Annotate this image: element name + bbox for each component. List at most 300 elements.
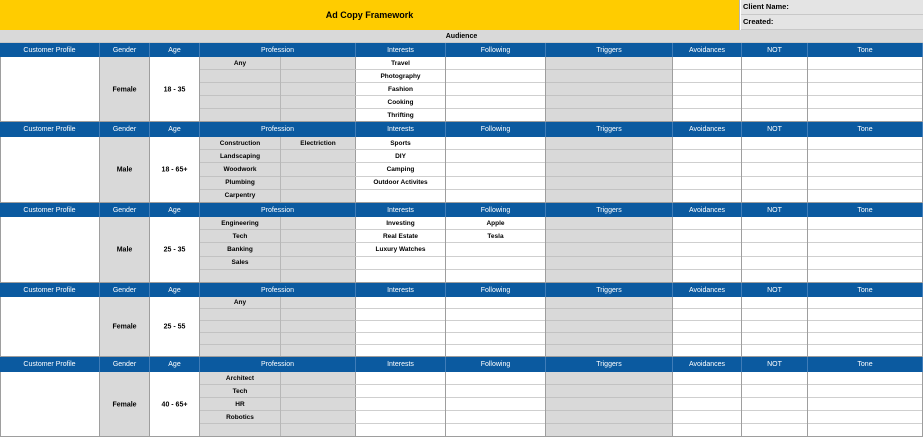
tone-cell[interactable] [808,70,922,83]
header-row [0,43,923,57]
profile-block [0,297,923,357]
triggers-cell[interactable] [546,257,672,270]
profession-secondary [280,57,356,122]
column-header-age: Age [150,122,200,137]
column-header-triggers: Triggers [546,203,673,217]
profession-secondary [280,217,356,283]
not-cell[interactable] [742,96,807,109]
triggers-cell[interactable] [546,190,672,203]
tone-cell[interactable] [808,372,922,385]
triggers-cell[interactable] [546,83,672,96]
profession-cell[interactable] [280,163,356,176]
not-cell[interactable] [742,309,807,321]
age-column[interactable] [150,372,200,437]
triggers-cell[interactable] [546,217,672,230]
profession-cell[interactable] [280,309,356,321]
column-header-triggers: Triggers [546,357,673,372]
customer-profile-cell[interactable] [0,137,100,203]
avoidances-cell[interactable] [673,309,741,321]
profession-cell[interactable]: HR [200,398,280,411]
not-cell[interactable] [742,333,807,345]
avoidances-cell[interactable] [673,163,741,176]
profession-cell[interactable] [280,257,356,270]
profession-cell[interactable] [280,230,356,243]
interests-cell[interactable] [356,309,445,321]
following-cell[interactable] [446,70,545,83]
triggers-cell[interactable] [546,309,672,321]
interests-cell[interactable] [356,372,445,385]
gender-value: Female [112,401,137,408]
interests-cell[interactable]: Thrifting [356,109,445,122]
interests-cell[interactable] [356,297,445,309]
column-header-interests: Interests [356,283,446,297]
column-header-not: NOT [742,203,808,217]
not-cell[interactable] [742,83,807,96]
profession-secondary [280,372,356,437]
avoidances-column [673,217,742,283]
not-cell[interactable] [742,190,807,203]
following-cell[interactable] [446,57,545,70]
gender-value: Female [112,323,137,331]
interests-cell[interactable] [356,270,445,283]
profession-cell[interactable]: Any [200,57,280,70]
profession-divider [280,57,281,122]
profession-secondary [280,297,356,357]
tone-cell[interactable] [808,309,922,321]
following-cell[interactable] [446,96,545,109]
interests-cell[interactable] [356,190,445,203]
following-cell[interactable]: Tesla [446,230,545,243]
not-cell[interactable] [742,163,807,176]
column-header-not: NOT [742,357,808,372]
tone-cell[interactable] [808,190,922,203]
profession-cell[interactable] [280,398,356,411]
column-header-gender: Gender [100,203,150,217]
gender-column[interactable] [100,297,150,357]
triggers-cell[interactable] [546,385,672,398]
profession-cell[interactable]: Banking [200,243,280,256]
avoidances-cell[interactable] [673,333,741,345]
following-cell[interactable] [446,398,545,411]
profession-cell[interactable] [280,177,356,190]
interests-cell[interactable]: Travel [356,57,445,70]
following-cell[interactable] [446,270,545,283]
column-header-following: Following [446,283,546,297]
header-row [0,203,923,217]
profile-block [0,137,923,203]
audience-label: Audience [0,30,923,43]
tone-column [808,372,923,437]
avoidances-cell[interactable] [673,83,741,96]
tone-cell[interactable] [808,137,922,150]
profession-divider [280,297,281,357]
not-cell[interactable] [742,257,807,270]
interests-cell[interactable]: Outdoor Activites [356,177,445,190]
column-header-age: Age [150,203,200,217]
profession-cell[interactable] [200,70,280,83]
not-cell[interactable] [742,385,807,398]
triggers-cell[interactable] [546,70,672,83]
not-cell[interactable] [742,270,807,283]
column-header-profession: Profession [200,357,356,372]
column-header-avoidances: Avoidances [673,283,742,297]
profession-cell[interactable]: Construction [200,137,280,150]
profession-cell[interactable] [280,217,356,230]
interests-cell[interactable]: Sports [356,137,445,150]
following-cell[interactable] [446,150,545,163]
not-cell[interactable] [742,150,807,163]
following-cell[interactable] [446,137,545,150]
profession-cell[interactable]: Any [200,297,280,309]
profession-cell[interactable] [280,96,356,109]
profession-cell[interactable] [280,243,356,256]
profession-cell[interactable] [280,270,356,283]
interests-column [356,137,446,203]
interests-cell[interactable] [356,411,445,424]
profession-cell[interactable]: Carpentry [200,190,280,203]
tone-cell[interactable] [808,57,922,70]
column-header-profession: Profession [200,283,356,297]
profession-cell[interactable] [280,83,356,96]
interests-column [356,372,446,437]
age-value: 18 - 65+ [161,166,188,174]
column-header-interests: Interests [356,357,446,372]
gender-value: Female [112,86,137,93]
interests-cell[interactable]: Cooking [356,96,445,109]
column-header-tone: Tone [808,357,923,372]
customer-profile-cell[interactable] [0,297,100,357]
avoidances-cell[interactable] [673,411,741,424]
interests-cell[interactable]: DIY [356,150,445,163]
profession-cell[interactable] [280,297,356,309]
profession-cell[interactable] [200,333,280,345]
following-column [446,372,546,437]
triggers-cell[interactable] [546,57,672,70]
gender-column[interactable] [100,57,150,122]
triggers-column [546,57,673,122]
not-cell[interactable] [742,177,807,190]
not-cell[interactable] [742,321,807,333]
profession-cell[interactable]: Architect [200,372,280,385]
avoidances-cell[interactable] [673,177,741,190]
following-cell[interactable] [446,190,545,203]
avoidances-cell[interactable] [673,137,741,150]
column-header-following: Following [446,122,546,137]
tone-cell[interactable] [808,257,922,270]
profession-cell[interactable] [200,270,280,283]
column-header-age: Age [150,283,200,297]
column-header-gender: Gender [100,122,150,137]
customer-profile-cell[interactable] [0,57,100,122]
profession-cell[interactable]: Electriction [280,137,356,150]
profile-block [0,57,923,122]
header-row [0,357,923,372]
tone-cell[interactable] [808,385,922,398]
column-header-profile: Customer Profile [0,122,100,137]
following-cell[interactable] [446,333,545,345]
following-cell[interactable] [446,243,545,256]
profession-cell[interactable]: Robotics [200,411,280,424]
tone-cell[interactable] [808,411,922,424]
profession-cell[interactable] [280,385,356,398]
triggers-column [546,217,673,283]
column-header-profession: Profession [200,43,356,57]
following-column [446,217,546,283]
age-column[interactable] [150,137,200,203]
column-header-not: NOT [742,283,808,297]
tone-cell[interactable] [808,398,922,411]
triggers-cell[interactable] [546,411,672,424]
profession-cell[interactable] [280,411,356,424]
following-cell[interactable] [446,309,545,321]
age-value: 25 - 55 [163,323,186,331]
profile-block [0,372,923,437]
column-header-gender: Gender [100,283,150,297]
profession-cell[interactable] [280,372,356,385]
avoidances-cell[interactable] [673,150,741,163]
column-header-avoidances: Avoidances [673,203,742,217]
tone-cell[interactable] [808,150,922,163]
interests-cell[interactable] [356,333,445,345]
header-row [0,122,923,137]
column-header-avoidances: Avoidances [673,357,742,372]
client-name-label[interactable]: Client Name: [741,0,923,15]
gender-column[interactable] [100,217,150,283]
tone-cell[interactable] [808,333,922,345]
profession-cell[interactable] [280,333,356,345]
tone-cell[interactable] [808,270,922,283]
triggers-cell[interactable] [546,150,672,163]
column-header-gender: Gender [100,43,150,57]
triggers-cell[interactable] [546,137,672,150]
created-label[interactable]: Created: [741,15,923,30]
column-header-tone: Tone [808,203,923,217]
avoidances-cell[interactable] [673,385,741,398]
avoidances-cell[interactable] [673,297,741,309]
column-header-following: Following [446,43,546,57]
not-cell[interactable] [742,243,807,256]
following-cell[interactable] [446,372,545,385]
not-column [742,217,808,283]
triggers-cell[interactable] [546,297,672,309]
avoidances-cell[interactable] [673,243,741,256]
triggers-cell[interactable] [546,96,672,109]
avoidances-cell[interactable] [673,96,741,109]
gender-value: Male [116,166,133,174]
tone-cell[interactable] [808,96,922,109]
tone-cell[interactable] [808,297,922,309]
tone-cell[interactable] [808,163,922,176]
avoidances-cell[interactable] [673,217,741,230]
column-header-tone: Tone [808,283,923,297]
interests-cell[interactable]: Investing [356,217,445,230]
avoidances-cell[interactable] [673,372,741,385]
avoidances-cell[interactable] [673,270,741,283]
avoidances-column [673,297,742,357]
gender-column[interactable] [100,137,150,203]
profession-column [200,57,356,122]
tone-cell[interactable] [808,177,922,190]
profession-cell[interactable] [280,321,356,333]
gender-column[interactable] [100,372,150,437]
profession-primary [200,217,280,283]
profession-divider [280,372,281,437]
following-cell[interactable] [446,257,545,270]
avoidances-cell[interactable] [673,257,741,270]
interests-cell[interactable]: Photography [356,70,445,83]
not-cell[interactable] [742,57,807,70]
profession-cell[interactable] [200,321,280,333]
tone-cell[interactable] [808,321,922,333]
triggers-cell[interactable] [546,270,672,283]
framework-title: Ad Copy Framework [0,0,740,30]
avoidances-column [673,57,742,122]
avoidances-column [673,372,742,437]
profession-cell[interactable] [200,309,280,321]
column-header-interests: Interests [356,43,446,57]
following-cell[interactable] [446,385,545,398]
profession-secondary [280,137,356,203]
tone-column [808,57,923,122]
triggers-cell[interactable] [546,333,672,345]
triggers-cell[interactable] [546,230,672,243]
following-column [446,297,546,357]
tone-cell[interactable] [808,230,922,243]
interests-cell[interactable] [356,321,445,333]
not-cell[interactable] [742,398,807,411]
profession-divider [280,137,281,203]
column-header-gender: Gender [100,357,150,372]
interests-cell[interactable]: Real Estate [356,230,445,243]
following-cell[interactable]: Apple [446,217,545,230]
triggers-column [546,297,673,357]
column-header-profile: Customer Profile [0,43,100,57]
following-cell[interactable] [446,297,545,309]
not-cell[interactable] [742,372,807,385]
profession-cell[interactable]: Tech [200,385,280,398]
not-column [742,297,808,357]
avoidances-cell[interactable] [673,230,741,243]
tone-cell[interactable] [808,217,922,230]
tone-cell[interactable] [808,243,922,256]
following-column [446,137,546,203]
following-cell[interactable] [446,321,545,333]
interests-column [356,57,446,122]
profession-primary [200,297,280,357]
triggers-cell[interactable] [546,243,672,256]
column-header-avoidances: Avoidances [673,122,742,137]
profession-cell[interactable]: Plumbing [200,177,280,190]
avoidances-cell[interactable] [673,398,741,411]
interests-cell[interactable] [356,257,445,270]
profession-primary [200,57,280,122]
interests-cell[interactable] [356,398,445,411]
column-header-avoidances: Avoidances [673,43,742,57]
column-header-profession: Profession [200,122,356,137]
avoidances-cell[interactable] [673,57,741,70]
not-cell[interactable] [742,217,807,230]
header-row [0,283,923,297]
profession-cell[interactable]: Landscaping [200,150,280,163]
profession-cell[interactable]: Sales [200,257,280,270]
triggers-cell[interactable] [546,321,672,333]
following-cell[interactable] [446,163,545,176]
profession-cell[interactable]: Engineering [200,217,280,230]
column-header-triggers: Triggers [546,283,673,297]
age-column[interactable] [150,217,200,283]
triggers-cell[interactable] [546,372,672,385]
not-cell[interactable] [742,70,807,83]
profession-divider [280,217,281,283]
interests-column [356,217,446,283]
avoidances-cell[interactable] [673,321,741,333]
triggers-cell[interactable] [546,163,672,176]
meta-box [741,0,923,30]
column-header-not: NOT [742,122,808,137]
interests-cell[interactable]: Fashion [356,83,445,96]
tone-column [808,137,923,203]
interests-cell[interactable] [356,385,445,398]
age-value: 25 - 35 [163,246,186,254]
triggers-cell[interactable] [546,177,672,190]
column-header-not: NOT [742,43,808,57]
gender-value: Male [116,246,133,254]
avoidances-cell[interactable] [673,190,741,203]
tone-cell[interactable] [808,83,922,96]
column-header-profile: Customer Profile [0,357,100,372]
column-header-triggers: Triggers [546,122,673,137]
profession-column [200,137,356,203]
age-column[interactable] [150,297,200,357]
not-cell[interactable] [742,137,807,150]
following-cell[interactable] [446,83,545,96]
age-column[interactable] [150,57,200,122]
following-column [446,57,546,122]
not-cell[interactable] [742,411,807,424]
profession-cell[interactable] [280,70,356,83]
profession-cell[interactable] [280,150,356,163]
profession-cell[interactable] [200,96,280,109]
interests-cell[interactable]: Luxury Watches [356,243,445,256]
age-value: 40 - 65+ [161,401,188,408]
not-cell[interactable] [742,297,807,309]
following-cell[interactable] [446,411,545,424]
customer-profile-cell[interactable] [0,372,100,437]
column-header-following: Following [446,203,546,217]
profession-cell[interactable]: Woodwork [200,163,280,176]
column-header-tone: Tone [808,43,923,57]
profession-cell[interactable]: Tech [200,230,280,243]
tone-column [808,217,923,283]
column-header-triggers: Triggers [546,43,673,57]
triggers-cell[interactable] [546,398,672,411]
interests-cell[interactable]: Camping [356,163,445,176]
column-header-interests: Interests [356,203,446,217]
not-column [742,57,808,122]
column-header-profession: Profession [200,203,356,217]
not-cell[interactable] [742,230,807,243]
following-cell[interactable] [446,177,545,190]
profession-cell[interactable] [200,83,280,96]
column-header-profile: Customer Profile [0,283,100,297]
profession-cell[interactable] [280,190,356,203]
profession-cell[interactable] [280,57,356,70]
interests-column [356,297,446,357]
avoidances-cell[interactable] [673,70,741,83]
column-header-following: Following [446,357,546,372]
customer-profile-cell[interactable] [0,217,100,283]
column-header-age: Age [150,43,200,57]
